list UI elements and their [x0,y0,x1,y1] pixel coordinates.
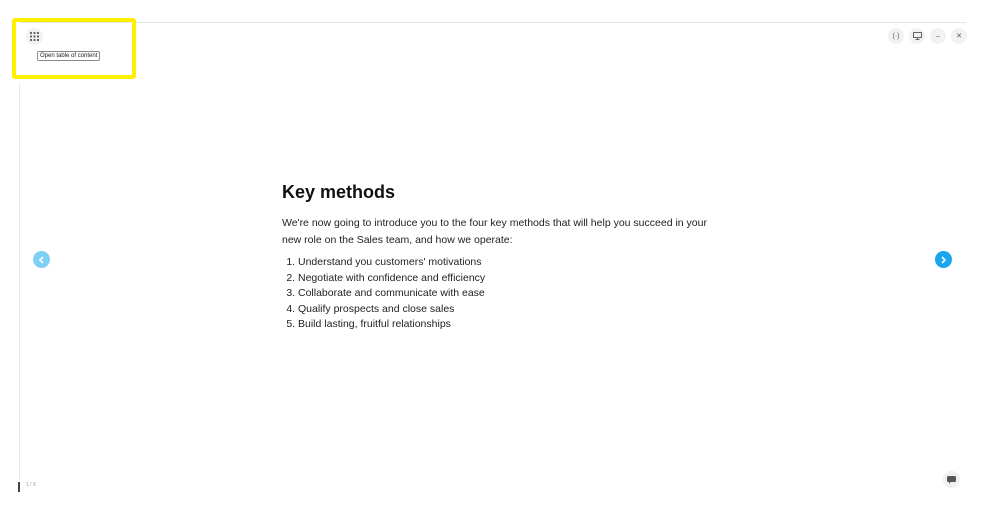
list-item: 1. Understand you customers' motivations [298,255,722,271]
methods-list [282,255,722,333]
list-item: 4. Qualify prospects and close sales [298,302,722,318]
page-counter: 1 / 5 [26,482,36,488]
presentation-button[interactable] [909,28,925,44]
minimize-button[interactable] [930,28,946,44]
screen-icon [913,32,922,40]
broadcast-button[interactable] [888,28,904,44]
progress-rail [19,84,20,480]
next-slide-button[interactable] [935,251,952,268]
slide-intro: We're now going to introduce you to the four key methods that will help you succeed in your new role on the Sales team, and how we operate: [282,217,707,246]
chevron-right-icon [940,256,947,264]
minimize-icon: – [936,32,940,40]
previous-slide-button[interactable] [33,251,50,268]
progress-indicator [18,482,20,492]
chevron-left-icon [38,256,45,264]
top-toolbar [888,28,967,44]
list-item: 2. Negotiate with confidence and efficiency [298,271,722,287]
highlight-annotation [12,18,136,79]
toc-tooltip: Open table of content [37,51,100,61]
top-divider [20,22,966,23]
broadcast-icon: (·) [892,32,900,40]
close-button[interactable] [951,28,967,44]
open-toc-button[interactable] [26,28,43,45]
slide-title: Key methods [282,182,396,202]
chat-bubble-icon [947,476,956,484]
close-icon: ✕ [956,33,962,40]
slide-content [282,182,722,333]
list-item: 3. Collaborate and communicate with ease [298,286,722,302]
comments-button[interactable] [943,471,960,488]
grid-icon [30,32,39,41]
list-item: 5. Build lasting, fruitful relationships [298,317,722,333]
